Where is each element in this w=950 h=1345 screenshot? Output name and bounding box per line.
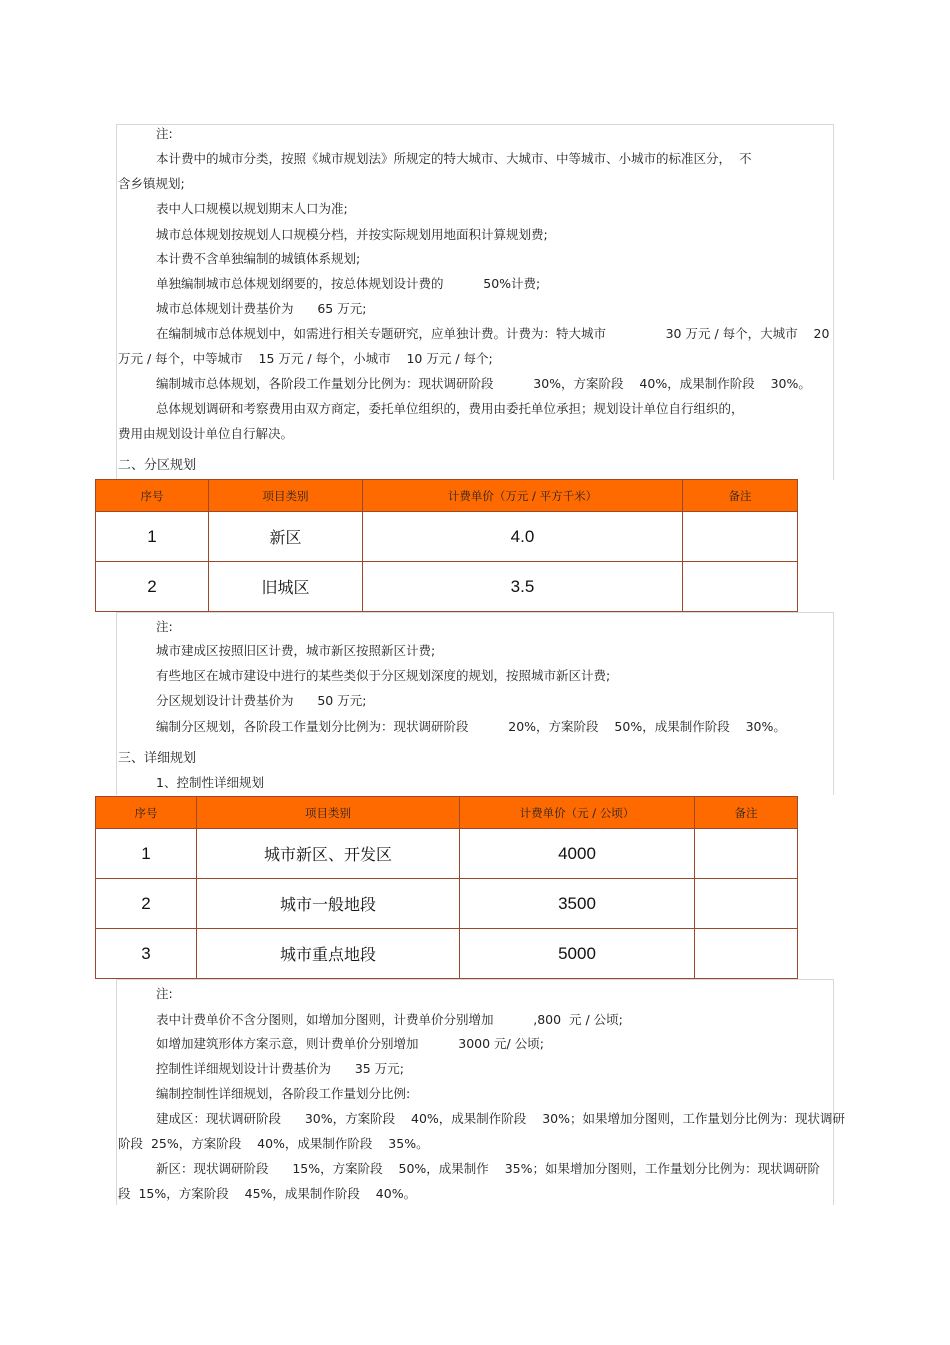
note2-line: 城市建成区按照旧区计费，城市新区按照新区计费;	[156, 643, 436, 658]
cell-category: 城市重点地段	[197, 929, 460, 979]
cell-category: 旧城区	[209, 562, 363, 612]
note1-line: 表中人口规模以规划期末人口为准;	[156, 201, 348, 216]
note3-line: 段 15%，方案阶段 45%，成果制作阶段 40%。	[118, 1186, 417, 1201]
cell-index: 2	[96, 879, 197, 929]
table-row	[96, 562, 798, 612]
col-header-remarks: 备注	[683, 480, 798, 512]
section2-heading: 二、分区规划	[118, 458, 197, 473]
col-header-category: 项目类别	[197, 797, 460, 829]
table-row	[96, 879, 798, 929]
note2-line: 注:	[156, 619, 173, 634]
cell-unit-price: 4000	[460, 829, 695, 879]
note3-line: 建成区：现状调研阶段 30%，方案阶段 40%，成果制作阶段 30%；如果增加分图则，工作量划分比例为：现状调研	[156, 1111, 845, 1126]
note2-line: 编制分区规划，各阶段工作量划分比例为：现状调研阶段 20%，方案阶段 50%，成果制作阶段 30%。	[156, 719, 786, 734]
note3-line: 新区：现状调研阶段 15%，方案阶段 50%，成果制作 35%；如果增加分图则，工作量划分比例为：现状调研阶	[156, 1161, 820, 1176]
note1-line: 含乡镇规划;	[118, 176, 185, 191]
table-row	[96, 829, 798, 879]
note3-line: 如增加建筑形体方案示意，则计费单价分别增加 3000 元/ 公顷;	[156, 1036, 544, 1051]
cell-category: 城市一般地段	[197, 879, 460, 929]
table-header-row	[96, 797, 798, 829]
note2-line: 分区规划设计计费基价为 50 万元;	[156, 693, 367, 708]
table-row	[96, 929, 798, 979]
note1-line: 城市总体规划计费基价为 65 万元;	[156, 301, 367, 316]
table-row	[96, 512, 798, 562]
cell-index: 2	[96, 562, 209, 612]
note1-line: 编制城市总体规划，各阶段工作量划分比例为：现状调研阶段 30%，方案阶段 40%，成果制作阶段 30%。	[156, 376, 811, 391]
cell-unit-price: 3500	[460, 879, 695, 929]
note1-line: 单独编制城市总体规划纲要的，按总体规划设计费的 50%计费;	[156, 276, 541, 291]
note3-line: 控制性详细规划设计计费基价为 35 万元;	[156, 1061, 404, 1076]
col-header-index: 序号	[96, 480, 209, 512]
col-header-category: 项目类别	[209, 480, 363, 512]
note1-line: 本计费不含单独编制的城镇体系规划;	[156, 251, 361, 266]
note3-line: 阶段 25%，方案阶段 40%，成果制作阶段 35%。	[118, 1136, 429, 1151]
note1-line: 万元 / 每个，中等城市 15 万元 / 每个，小城市 10 万元 / 每个;	[118, 351, 493, 366]
cell-category: 城市新区、开发区	[197, 829, 460, 879]
col-header-remarks: 备注	[695, 797, 798, 829]
regulatory-plan-fee-table	[95, 796, 798, 979]
cell-index: 3	[96, 929, 197, 979]
note1-line: 在编制城市总体规划中，如需进行相关专题研究，应单独计费。计费为：特大城市 30 万元 / 每个，大城市 20	[156, 326, 830, 341]
note3-line: 表中计费单价不含分图则，如增加分图则，计费单价分别增加 ,800 元 / 公顷;	[156, 1012, 623, 1027]
table-header-row	[96, 480, 798, 512]
cell-remarks	[683, 512, 798, 562]
col-header-unit-price: 计费单价（万元 / 平方千米）	[363, 480, 683, 512]
note1-line: 总体规划调研和考察费用由双方商定，委托单位组织的，费用由委托单位承担；规划设计单位自行组织的，	[156, 401, 744, 416]
cell-index: 1	[96, 829, 197, 879]
cell-remarks	[695, 879, 798, 929]
note3-line: 编制控制性详细规划，各阶段工作量划分比例:	[156, 1086, 411, 1101]
cell-remarks	[695, 829, 798, 879]
cell-category: 新区	[209, 512, 363, 562]
cell-unit-price: 5000	[460, 929, 695, 979]
cell-unit-price: 4.0	[363, 512, 683, 562]
cell-index: 1	[96, 512, 209, 562]
section3-subheading: 1、控制性详细规划	[156, 775, 264, 790]
cell-unit-price: 3.5	[363, 562, 683, 612]
note1-line: 注:	[156, 126, 173, 141]
section3-heading: 三、详细规划	[118, 751, 197, 766]
cell-remarks	[683, 562, 798, 612]
note1-line: 本计费中的城市分类，按照《城市规划法》所规定的特大城市、大城市、中等城市、小城市的标准区分， 不	[156, 151, 752, 166]
cell-remarks	[695, 929, 798, 979]
col-header-unit-price: 计费单价（元 / 公顷）	[460, 797, 695, 829]
note1-line: 城市总体规划按规划人口规模分档，并按实际规划用地面积计算规划费;	[156, 227, 548, 242]
col-header-index: 序号	[96, 797, 197, 829]
note2-line: 有些地区在城市建设中进行的某些类似于分区规划深度的规划，按照城市新区计费;	[156, 668, 611, 683]
note1-line: 费用由规划设计单位自行解决。	[118, 426, 294, 441]
zoning-fee-table	[95, 479, 798, 612]
note3-line: 注:	[156, 986, 173, 1001]
